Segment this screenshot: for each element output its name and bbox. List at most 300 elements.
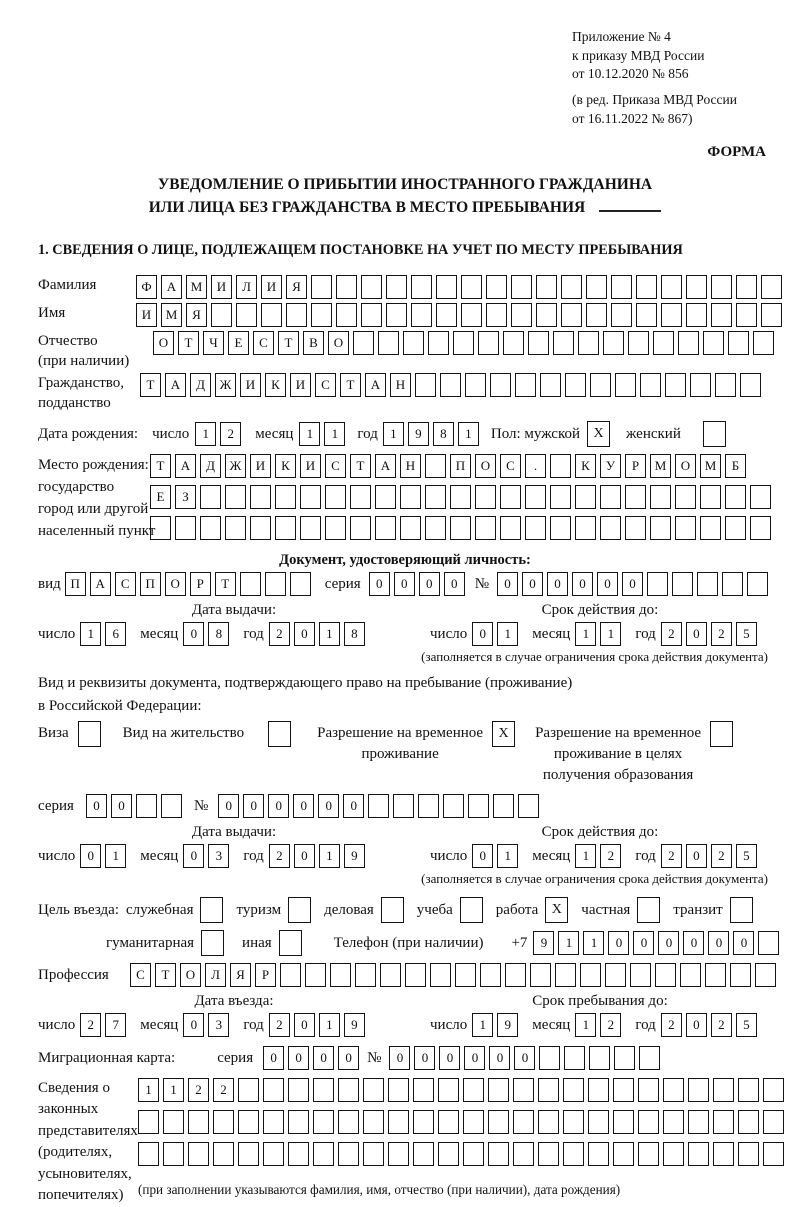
- visa-checkbox[interactable]: [78, 721, 101, 747]
- form-cell[interactable]: [536, 303, 557, 327]
- form-cell[interactable]: [763, 1110, 784, 1134]
- form-cell[interactable]: Н: [390, 373, 411, 397]
- form-cell[interactable]: Р: [255, 963, 276, 987]
- form-cell[interactable]: [463, 1142, 484, 1166]
- form-cell[interactable]: Т: [350, 454, 371, 478]
- form-cell[interactable]: [413, 1110, 434, 1134]
- form-cell[interactable]: [288, 1078, 309, 1102]
- form-cell[interactable]: [686, 303, 707, 327]
- form-cell[interactable]: [753, 331, 774, 355]
- form-cell[interactable]: С: [315, 373, 336, 397]
- form-cell[interactable]: [564, 1046, 585, 1070]
- form-cell[interactable]: [575, 485, 596, 509]
- form-cell[interactable]: [586, 275, 607, 299]
- form-cell[interactable]: 1: [319, 1013, 340, 1037]
- form-cell[interactable]: [750, 485, 771, 509]
- form-cell[interactable]: 0: [686, 1013, 707, 1037]
- form-cell[interactable]: [763, 1142, 784, 1166]
- form-cell[interactable]: [413, 1078, 434, 1102]
- form-cell[interactable]: 1: [138, 1078, 159, 1102]
- form-cell[interactable]: 0: [658, 931, 679, 955]
- form-cell[interactable]: [493, 794, 514, 818]
- purpose-work-checkbox[interactable]: X: [545, 897, 568, 923]
- form-cell[interactable]: [675, 485, 696, 509]
- form-cell[interactable]: В: [303, 331, 324, 355]
- form-cell[interactable]: [697, 572, 718, 596]
- form-cell[interactable]: [730, 963, 751, 987]
- form-cell[interactable]: 0: [369, 572, 390, 596]
- form-cell[interactable]: [647, 572, 668, 596]
- form-cell[interactable]: [661, 303, 682, 327]
- form-cell[interactable]: [639, 1046, 660, 1070]
- form-cell[interactable]: [455, 963, 476, 987]
- form-cell[interactable]: [463, 1110, 484, 1134]
- form-cell[interactable]: [468, 794, 489, 818]
- form-cell[interactable]: 0: [419, 572, 440, 596]
- form-cell[interactable]: [361, 275, 382, 299]
- form-cell[interactable]: Я: [286, 275, 307, 299]
- form-cell[interactable]: А: [175, 454, 196, 478]
- form-cell[interactable]: А: [90, 572, 111, 596]
- form-cell[interactable]: 0: [547, 572, 568, 596]
- form-cell[interactable]: [388, 1142, 409, 1166]
- form-cell[interactable]: 1: [299, 422, 320, 446]
- form-cell[interactable]: [450, 516, 471, 540]
- form-cell[interactable]: [740, 373, 761, 397]
- form-cell[interactable]: [614, 1046, 635, 1070]
- form-cell[interactable]: [665, 373, 686, 397]
- form-cell[interactable]: [353, 331, 374, 355]
- form-cell[interactable]: [363, 1110, 384, 1134]
- form-cell[interactable]: А: [365, 373, 386, 397]
- form-cell[interactable]: [478, 331, 499, 355]
- form-cell[interactable]: [713, 1078, 734, 1102]
- form-cell[interactable]: 0: [111, 794, 132, 818]
- form-cell[interactable]: [150, 516, 171, 540]
- form-cell[interactable]: 1: [497, 622, 518, 646]
- form-cell[interactable]: 2: [80, 1013, 101, 1037]
- form-cell[interactable]: [213, 1142, 234, 1166]
- form-cell[interactable]: [311, 275, 332, 299]
- form-cell[interactable]: [386, 303, 407, 327]
- form-cell[interactable]: 1: [319, 844, 340, 868]
- form-cell[interactable]: 0: [472, 844, 493, 868]
- form-cell[interactable]: [575, 516, 596, 540]
- form-cell[interactable]: [305, 963, 326, 987]
- purpose-humanitarian-checkbox[interactable]: [201, 930, 224, 956]
- form-cell[interactable]: Е: [228, 331, 249, 355]
- form-cell[interactable]: [275, 516, 296, 540]
- form-cell[interactable]: 0: [572, 572, 593, 596]
- form-cell[interactable]: А: [375, 454, 396, 478]
- form-cell[interactable]: 0: [80, 844, 101, 868]
- form-cell[interactable]: [368, 794, 389, 818]
- form-cell[interactable]: [563, 1142, 584, 1166]
- form-cell[interactable]: [438, 1142, 459, 1166]
- form-cell[interactable]: [561, 275, 582, 299]
- form-cell[interactable]: [675, 516, 696, 540]
- form-cell[interactable]: [715, 373, 736, 397]
- form-cell[interactable]: 0: [86, 794, 107, 818]
- form-cell[interactable]: Т: [150, 454, 171, 478]
- form-cell[interactable]: 0: [293, 794, 314, 818]
- form-cell[interactable]: [613, 1110, 634, 1134]
- form-cell[interactable]: С: [130, 963, 151, 987]
- purpose-business-checkbox[interactable]: [381, 897, 404, 923]
- form-cell[interactable]: [375, 516, 396, 540]
- form-cell[interactable]: [238, 1142, 259, 1166]
- form-cell[interactable]: И: [240, 373, 261, 397]
- form-cell[interactable]: 2: [188, 1078, 209, 1102]
- form-cell[interactable]: [413, 1142, 434, 1166]
- form-cell[interactable]: [600, 516, 621, 540]
- form-cell[interactable]: 0: [708, 931, 729, 955]
- form-cell[interactable]: [550, 485, 571, 509]
- form-cell[interactable]: [375, 485, 396, 509]
- form-cell[interactable]: [625, 516, 646, 540]
- form-cell[interactable]: [453, 331, 474, 355]
- form-cell[interactable]: [350, 485, 371, 509]
- form-cell[interactable]: [288, 1142, 309, 1166]
- form-cell[interactable]: 0: [318, 794, 339, 818]
- form-cell[interactable]: [313, 1110, 334, 1134]
- male-checkbox[interactable]: X: [587, 421, 610, 447]
- form-cell[interactable]: [363, 1142, 384, 1166]
- form-cell[interactable]: 9: [344, 1013, 365, 1037]
- form-cell[interactable]: [438, 1078, 459, 1102]
- form-cell[interactable]: 0: [686, 844, 707, 868]
- form-cell[interactable]: [378, 331, 399, 355]
- form-cell[interactable]: [355, 963, 376, 987]
- form-cell[interactable]: 0: [514, 1046, 535, 1070]
- form-cell[interactable]: [265, 572, 286, 596]
- purpose-transit-checkbox[interactable]: [730, 897, 753, 923]
- form-cell[interactable]: 1: [383, 422, 404, 446]
- form-cell[interactable]: [325, 516, 346, 540]
- form-cell[interactable]: [336, 303, 357, 327]
- form-cell[interactable]: [638, 1078, 659, 1102]
- temp-residence-edu-checkbox[interactable]: [710, 721, 733, 747]
- form-cell[interactable]: Т: [340, 373, 361, 397]
- form-cell[interactable]: [418, 794, 439, 818]
- form-cell[interactable]: [588, 1110, 609, 1134]
- form-cell[interactable]: [225, 485, 246, 509]
- purpose-study-checkbox[interactable]: [460, 897, 483, 923]
- form-cell[interactable]: [336, 275, 357, 299]
- form-cell[interactable]: [563, 1078, 584, 1102]
- form-cell[interactable]: [588, 1078, 609, 1102]
- form-cell[interactable]: [600, 485, 621, 509]
- form-cell[interactable]: [286, 303, 307, 327]
- purpose-private-checkbox[interactable]: [637, 897, 660, 923]
- form-cell[interactable]: 2: [661, 844, 682, 868]
- form-cell[interactable]: [540, 373, 561, 397]
- form-cell[interactable]: О: [475, 454, 496, 478]
- form-cell[interactable]: 9: [497, 1013, 518, 1037]
- form-cell[interactable]: [500, 516, 521, 540]
- form-cell[interactable]: [578, 331, 599, 355]
- form-cell[interactable]: 2: [711, 844, 732, 868]
- form-cell[interactable]: [380, 963, 401, 987]
- form-cell[interactable]: [638, 1110, 659, 1134]
- form-cell[interactable]: 1: [497, 844, 518, 868]
- form-cell[interactable]: [513, 1078, 534, 1102]
- form-cell[interactable]: [650, 516, 671, 540]
- form-cell[interactable]: К: [265, 373, 286, 397]
- form-cell[interactable]: 8: [433, 422, 454, 446]
- form-cell[interactable]: [200, 485, 221, 509]
- form-cell[interactable]: 8: [208, 622, 229, 646]
- form-cell[interactable]: 0: [444, 572, 465, 596]
- form-cell[interactable]: [711, 275, 732, 299]
- form-cell[interactable]: 7: [105, 1013, 126, 1037]
- form-cell[interactable]: [663, 1078, 684, 1102]
- option-temp-residence-edu[interactable]: [535, 723, 733, 786]
- form-cell[interactable]: 0: [389, 1046, 410, 1070]
- temp-residence-checkbox[interactable]: X: [492, 721, 515, 747]
- form-cell[interactable]: [528, 331, 549, 355]
- form-cell[interactable]: Ч: [203, 331, 224, 355]
- form-cell[interactable]: 1: [472, 1013, 493, 1037]
- form-cell[interactable]: [438, 1110, 459, 1134]
- form-cell[interactable]: [393, 794, 414, 818]
- form-cell[interactable]: [338, 1110, 359, 1134]
- form-cell[interactable]: Я: [230, 963, 251, 987]
- form-cell[interactable]: 0: [313, 1046, 334, 1070]
- form-cell[interactable]: [313, 1078, 334, 1102]
- form-cell[interactable]: [415, 373, 436, 397]
- form-cell[interactable]: И: [261, 275, 282, 299]
- form-cell[interactable]: 1: [575, 622, 596, 646]
- form-cell[interactable]: [511, 275, 532, 299]
- form-cell[interactable]: М: [161, 303, 182, 327]
- form-cell[interactable]: С: [115, 572, 136, 596]
- form-cell[interactable]: 0: [263, 1046, 284, 1070]
- form-cell[interactable]: 5: [736, 844, 757, 868]
- form-cell[interactable]: [300, 516, 321, 540]
- form-cell[interactable]: [411, 303, 432, 327]
- form-cell[interactable]: О: [675, 454, 696, 478]
- form-cell[interactable]: [330, 963, 351, 987]
- form-cell[interactable]: 1: [319, 622, 340, 646]
- form-cell[interactable]: [425, 485, 446, 509]
- form-cell[interactable]: И: [250, 454, 271, 478]
- form-cell[interactable]: [703, 331, 724, 355]
- form-cell[interactable]: 0: [489, 1046, 510, 1070]
- form-cell[interactable]: [338, 1142, 359, 1166]
- form-cell[interactable]: М: [650, 454, 671, 478]
- form-cell[interactable]: [425, 516, 446, 540]
- form-cell[interactable]: 1: [163, 1078, 184, 1102]
- form-cell[interactable]: [690, 373, 711, 397]
- option-residence-permit[interactable]: [123, 723, 291, 747]
- form-cell[interactable]: [525, 485, 546, 509]
- form-cell[interactable]: И: [300, 454, 321, 478]
- form-cell[interactable]: [503, 331, 524, 355]
- form-cell[interactable]: [663, 1142, 684, 1166]
- form-cell[interactable]: [363, 1078, 384, 1102]
- form-cell[interactable]: 0: [338, 1046, 359, 1070]
- form-cell[interactable]: [761, 275, 782, 299]
- form-cell[interactable]: [653, 331, 674, 355]
- form-cell[interactable]: 0: [464, 1046, 485, 1070]
- form-cell[interactable]: 1: [575, 1013, 596, 1037]
- form-cell[interactable]: А: [165, 373, 186, 397]
- form-cell[interactable]: 3: [208, 1013, 229, 1037]
- form-cell[interactable]: [736, 303, 757, 327]
- form-cell[interactable]: [505, 963, 526, 987]
- form-cell[interactable]: Д: [190, 373, 211, 397]
- form-cell[interactable]: 5: [736, 622, 757, 646]
- form-cell[interactable]: [436, 275, 457, 299]
- form-cell[interactable]: [236, 303, 257, 327]
- form-cell[interactable]: [238, 1078, 259, 1102]
- form-cell[interactable]: Т: [215, 572, 236, 596]
- form-cell[interactable]: [550, 516, 571, 540]
- form-cell[interactable]: 0: [414, 1046, 435, 1070]
- form-cell[interactable]: [728, 331, 749, 355]
- form-cell[interactable]: [738, 1078, 759, 1102]
- form-cell[interactable]: 1: [195, 422, 216, 446]
- form-cell[interactable]: М: [186, 275, 207, 299]
- form-cell[interactable]: Л: [236, 275, 257, 299]
- form-cell[interactable]: [511, 303, 532, 327]
- form-cell[interactable]: [530, 963, 551, 987]
- residence-permit-checkbox[interactable]: [268, 721, 291, 747]
- female-checkbox[interactable]: [703, 421, 726, 447]
- form-cell[interactable]: 0: [622, 572, 643, 596]
- form-cell[interactable]: [513, 1110, 534, 1134]
- form-cell[interactable]: 2: [711, 622, 732, 646]
- form-cell[interactable]: [463, 1078, 484, 1102]
- form-cell[interactable]: [436, 303, 457, 327]
- form-cell[interactable]: 1: [105, 844, 126, 868]
- form-cell[interactable]: [138, 1142, 159, 1166]
- form-cell[interactable]: [486, 303, 507, 327]
- form-cell[interactable]: 3: [208, 844, 229, 868]
- form-cell[interactable]: [338, 1078, 359, 1102]
- form-cell[interactable]: 2: [213, 1078, 234, 1102]
- form-cell[interactable]: [386, 275, 407, 299]
- form-cell[interactable]: [700, 516, 721, 540]
- form-cell[interactable]: [713, 1142, 734, 1166]
- form-cell[interactable]: [538, 1110, 559, 1134]
- form-cell[interactable]: Т: [155, 963, 176, 987]
- form-cell[interactable]: Ж: [225, 454, 246, 478]
- form-cell[interactable]: [163, 1110, 184, 1134]
- form-cell[interactable]: [680, 963, 701, 987]
- form-cell[interactable]: [613, 1142, 634, 1166]
- form-cell[interactable]: [590, 373, 611, 397]
- form-cell[interactable]: [428, 331, 449, 355]
- form-cell[interactable]: [238, 1110, 259, 1134]
- form-cell[interactable]: [513, 1142, 534, 1166]
- form-cell[interactable]: [563, 1110, 584, 1134]
- form-cell[interactable]: 0: [294, 1013, 315, 1037]
- form-cell[interactable]: 0: [218, 794, 239, 818]
- form-cell[interactable]: [175, 516, 196, 540]
- form-cell[interactable]: [538, 1142, 559, 1166]
- form-cell[interactable]: [311, 303, 332, 327]
- form-cell[interactable]: [188, 1110, 209, 1134]
- form-cell[interactable]: [388, 1078, 409, 1102]
- form-cell[interactable]: 0: [686, 622, 707, 646]
- form-cell[interactable]: 1: [324, 422, 345, 446]
- form-cell[interactable]: 2: [661, 622, 682, 646]
- form-cell[interactable]: [761, 303, 782, 327]
- form-cell[interactable]: [611, 275, 632, 299]
- form-cell[interactable]: [655, 963, 676, 987]
- form-cell[interactable]: [136, 794, 157, 818]
- form-cell[interactable]: [650, 485, 671, 509]
- form-cell[interactable]: [288, 1110, 309, 1134]
- form-cell[interactable]: [738, 1110, 759, 1134]
- form-cell[interactable]: [250, 516, 271, 540]
- form-cell[interactable]: [411, 275, 432, 299]
- form-cell[interactable]: 2: [269, 844, 290, 868]
- option-visa[interactable]: [38, 723, 101, 747]
- form-cell[interactable]: [688, 1142, 709, 1166]
- form-cell[interactable]: Н: [400, 454, 421, 478]
- form-cell[interactable]: [640, 373, 661, 397]
- form-cell[interactable]: 1: [600, 622, 621, 646]
- form-cell[interactable]: С: [500, 454, 521, 478]
- form-cell[interactable]: З: [175, 485, 196, 509]
- form-cell[interactable]: [488, 1078, 509, 1102]
- form-cell[interactable]: [538, 1078, 559, 1102]
- purpose-tourism-checkbox[interactable]: [288, 897, 311, 923]
- form-cell[interactable]: [625, 485, 646, 509]
- form-cell[interactable]: О: [328, 331, 349, 355]
- form-cell[interactable]: [261, 303, 282, 327]
- form-cell[interactable]: 5: [736, 1013, 757, 1037]
- form-cell[interactable]: 2: [711, 1013, 732, 1037]
- form-cell[interactable]: Ф: [136, 275, 157, 299]
- form-cell[interactable]: И: [211, 275, 232, 299]
- form-cell[interactable]: [518, 794, 539, 818]
- form-cell[interactable]: О: [165, 572, 186, 596]
- form-cell[interactable]: [225, 516, 246, 540]
- form-cell[interactable]: 2: [220, 422, 241, 446]
- form-cell[interactable]: [403, 331, 424, 355]
- form-cell[interactable]: [486, 275, 507, 299]
- form-cell[interactable]: [500, 485, 521, 509]
- form-cell[interactable]: [430, 963, 451, 987]
- form-cell[interactable]: 0: [633, 931, 654, 955]
- form-cell[interactable]: 0: [439, 1046, 460, 1070]
- form-cell[interactable]: [725, 485, 746, 509]
- form-cell[interactable]: [488, 1110, 509, 1134]
- form-cell[interactable]: [313, 1142, 334, 1166]
- form-cell[interactable]: [263, 1142, 284, 1166]
- form-cell[interactable]: Р: [625, 454, 646, 478]
- form-cell[interactable]: [536, 275, 557, 299]
- form-cell[interactable]: [565, 373, 586, 397]
- form-cell[interactable]: [475, 516, 496, 540]
- form-cell[interactable]: [525, 516, 546, 540]
- form-cell[interactable]: [758, 931, 779, 955]
- form-cell[interactable]: [188, 1142, 209, 1166]
- form-cell[interactable]: [240, 572, 261, 596]
- form-cell[interactable]: [475, 485, 496, 509]
- form-cell[interactable]: [705, 963, 726, 987]
- form-cell[interactable]: Ж: [215, 373, 236, 397]
- form-cell[interactable]: [672, 572, 693, 596]
- form-cell[interactable]: П: [140, 572, 161, 596]
- form-cell[interactable]: 2: [661, 1013, 682, 1037]
- form-cell[interactable]: [280, 963, 301, 987]
- form-cell[interactable]: [539, 1046, 560, 1070]
